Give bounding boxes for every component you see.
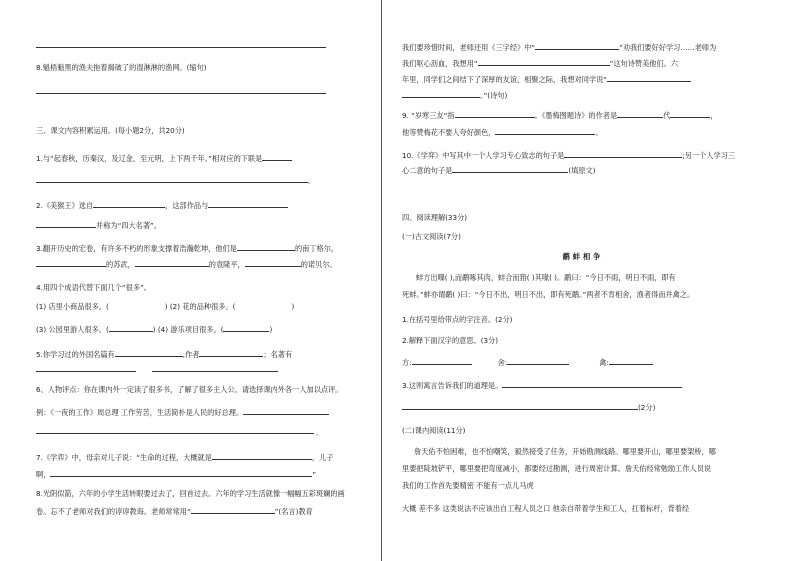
q9-text: 他等赞梅花不要人夸好颜色， bbox=[402, 128, 496, 137]
r-text: 我们要珍惜时间，老师还用《三字经》中“ bbox=[402, 43, 536, 52]
column-divider bbox=[381, 0, 382, 561]
rq1: 1.在括号里给带点的字注音。(2分) bbox=[402, 315, 513, 324]
q4-option: ) (2) 花的品种很多。( bbox=[164, 302, 236, 311]
q5-text: ,作者 bbox=[182, 350, 200, 359]
q3-text: 的南丁格尔， bbox=[294, 244, 339, 253]
story-title: 鹬蚌相争 bbox=[562, 252, 604, 261]
q1-blank[interactable] bbox=[262, 153, 292, 161]
q2-line2 bbox=[36, 220, 161, 230]
r-text: ”这句诗赞美他们。六 bbox=[609, 59, 679, 68]
q7-text: 啊， bbox=[36, 470, 51, 479]
q6-end: 。 bbox=[316, 428, 324, 437]
q1-line2 bbox=[36, 175, 315, 185]
q10-text: 10.《学弈》中写其中一个人学习专心致志的句子是 bbox=[402, 151, 565, 160]
rq2-blank-1[interactable] bbox=[412, 357, 472, 365]
q7-blank-1[interactable] bbox=[212, 452, 312, 460]
section4-heading: 四、阅读理解(33分) bbox=[402, 213, 468, 222]
q1-blank-2[interactable] bbox=[36, 175, 308, 183]
q3-blank-3[interactable] bbox=[135, 259, 209, 267]
rq2-label: 方: bbox=[402, 358, 412, 367]
rq3-line2 bbox=[402, 402, 655, 412]
r-line2 bbox=[402, 58, 678, 68]
q2-text: 2.《美猴王》选自 bbox=[36, 201, 94, 210]
q5-text: 5.你学习过的外国名篇有 bbox=[36, 350, 115, 359]
q4-options-2 bbox=[36, 324, 272, 334]
r-text: 。”(诗句) bbox=[480, 91, 508, 100]
answer-line bbox=[36, 93, 326, 94]
q10-text: (填原文) bbox=[568, 166, 596, 175]
right-column bbox=[402, 0, 764, 561]
r-blank-3[interactable] bbox=[607, 74, 691, 82]
r-line3 bbox=[402, 74, 691, 84]
q9-blank-2[interactable] bbox=[617, 110, 663, 118]
rq2-label: 禽: bbox=[599, 358, 609, 367]
q10-blank-1[interactable] bbox=[564, 150, 682, 158]
q2-text: ，这部作品与 bbox=[165, 201, 209, 210]
sub1-heading: (一)古文阅读(7分) bbox=[402, 232, 461, 241]
q4-option: (3) 公园里游人很多。( bbox=[36, 325, 109, 334]
q4-blank-3[interactable] bbox=[109, 324, 153, 332]
q3-blank-2[interactable] bbox=[36, 259, 106, 267]
q8b-text: ”(名言)教育 bbox=[274, 507, 313, 516]
q6-example-text: 例：《一夜的工作》周总理 工作劳苦，生活简朴是人民的好总理。 bbox=[36, 408, 244, 417]
q2-blank-3[interactable] bbox=[36, 220, 96, 228]
q5-blank-1[interactable] bbox=[115, 349, 183, 357]
q3-blank-1[interactable] bbox=[237, 243, 295, 251]
rq2-answers bbox=[402, 357, 653, 367]
q7-blank-2[interactable] bbox=[50, 469, 312, 477]
q9-text: 。 bbox=[595, 128, 603, 137]
paren: ) bbox=[291, 302, 295, 311]
r-line4 bbox=[402, 90, 507, 100]
q9-text: 代 bbox=[663, 111, 671, 120]
q9-line2 bbox=[402, 127, 603, 137]
rq3-score: (2分) bbox=[638, 403, 656, 412]
para-line3: 我们的工作首先要精密 不能有一点儿马虎 bbox=[402, 481, 534, 490]
q10-line2 bbox=[402, 165, 596, 175]
q1 bbox=[36, 153, 292, 163]
q5 bbox=[36, 349, 292, 359]
q4-option: (1) 店里小商品很多。( bbox=[36, 302, 109, 311]
q8b-blank[interactable] bbox=[191, 506, 275, 514]
q8-label: 8.魁梧魁黑的渔夫拖着揭破了的湿淋淋的渔网。(缩句) bbox=[36, 63, 207, 72]
rq3 bbox=[402, 380, 682, 390]
q3-text: 的诺贝尔。 bbox=[300, 260, 337, 269]
q7-line2 bbox=[36, 469, 316, 479]
q6: 6、人物评点：你在课内外一定读了很多书，了解了很多主人公。请选择课内外各一人加以点评。 bbox=[36, 385, 343, 394]
q5-text: ；名著有 bbox=[263, 350, 293, 359]
answer-line bbox=[36, 433, 314, 434]
q3-blank-4[interactable] bbox=[245, 259, 301, 267]
q7-text: 7.《学弈》中，母亲对儿子说：“生命的过程，大概就是 bbox=[36, 453, 212, 462]
q2-blank-1[interactable] bbox=[93, 200, 165, 208]
q7 bbox=[36, 452, 333, 462]
q6-example bbox=[36, 407, 329, 417]
para-line2: 里要把陡坡铲平，哪里要把弯度减小，都要经过勘测，进行周密计算。詹天佑经常勉励工作人员说 bbox=[402, 464, 712, 473]
answer-line bbox=[36, 371, 136, 372]
q5-blank-2[interactable] bbox=[199, 349, 263, 357]
q7-text: ” bbox=[312, 470, 317, 479]
q10-blank-2[interactable] bbox=[452, 165, 568, 173]
q1-text: 1.与“起春秋，历秦汉，及辽金，至元明，上下两千年。”相对应的下联是 bbox=[36, 154, 263, 163]
q4-options-1 bbox=[36, 302, 294, 311]
q2 bbox=[36, 200, 288, 210]
story-line1: 蚌方出曝( ),而鹬啄其肉，蚌合而箝( )其喙( )。鹬曰：“今日不雨，明日不雨，即有 bbox=[416, 273, 676, 282]
q8b-text: 卷。忘不了老师对我们的谆谆教诲。老师常常用“ bbox=[36, 507, 191, 516]
q3-text: 3.翻开历史的宏卷，有许多不朽的形象支撑着浩瀚乾坤，他们是 bbox=[36, 244, 237, 253]
sub2-heading: (二)课内阅读(11分) bbox=[402, 426, 466, 435]
paren: ) bbox=[269, 325, 273, 334]
q2-text: 并称为“四大名著”。 bbox=[96, 221, 161, 230]
rq2-label: 舍: bbox=[497, 358, 508, 367]
q8b-line1: 8.光阴似箭，六年的小学生活转眼要过去了，回首过去。六年的学习生活就像一幅幅五彩斑斓的画 bbox=[36, 489, 345, 498]
q10 bbox=[402, 150, 735, 160]
rq2-blank-2[interactable] bbox=[507, 357, 569, 365]
q1-end: 。 bbox=[308, 176, 316, 185]
q9-blank-4[interactable] bbox=[495, 127, 595, 135]
q3-line2 bbox=[36, 259, 337, 269]
para-line1: 詹天佑不怕困难，也不怕嘲笑，毅然接受了任务，开始勘测线路。哪里要开山，哪里要架桥，哪 bbox=[414, 447, 716, 456]
q7-text: ，儿子 bbox=[311, 453, 334, 462]
section3-heading: 三、课文内容积累运用。(每小题2分，共20分) bbox=[36, 126, 185, 135]
q4: 4.用四个成语代替下面几个“很多”。 bbox=[36, 283, 151, 292]
q10-text: 心二意的句子是 bbox=[402, 166, 453, 175]
q10-text: ;另一个人学习三 bbox=[682, 151, 736, 160]
q3-text: 的袁隆平， bbox=[208, 260, 245, 269]
story-line2: 死蚌。”蚌亦谓鹬( )曰：“今日不出，明日不出，即有死鹬。”两者不肯相舍，渔者得而并禽之。 bbox=[402, 290, 695, 299]
q3 bbox=[36, 243, 338, 253]
rq3-blank-2[interactable] bbox=[402, 402, 638, 410]
q4-blank-4[interactable] bbox=[223, 324, 269, 332]
para-line4: 大概 差不多 这类说法不应该出自工程人员之口 他亲自带着学生和工人，扛着标杆，背着经 bbox=[402, 504, 690, 513]
rq2-blank-3[interactable] bbox=[609, 357, 653, 365]
r-blank-4[interactable] bbox=[402, 90, 480, 98]
q9 bbox=[402, 110, 718, 120]
r-text: 我们呕心沥血，我想用“ bbox=[402, 59, 478, 68]
q9-blank-1[interactable] bbox=[455, 110, 535, 118]
r-blank-1[interactable] bbox=[535, 42, 619, 50]
q4-option: ) (4) 游乐项目很多。( bbox=[152, 325, 224, 334]
r-text: ”劝我们要好好学习……老师为 bbox=[619, 43, 717, 52]
q9-blank-3[interactable] bbox=[670, 110, 710, 118]
rq3-text: 3.这则寓言告诉我们的道理是。 bbox=[402, 381, 503, 390]
q9-text: ， bbox=[710, 111, 718, 120]
r-blank-2[interactable] bbox=[478, 58, 610, 66]
q2-blank-2[interactable] bbox=[208, 200, 288, 208]
answer-line bbox=[152, 371, 278, 372]
rq3-blank-1[interactable] bbox=[502, 380, 682, 388]
answer-line bbox=[36, 47, 326, 48]
rq2: 2.解释下面汉字的意思。(3分) bbox=[402, 336, 499, 345]
r-line1 bbox=[402, 42, 716, 52]
q9-text: 9. “岁寒三友”指 bbox=[402, 111, 455, 120]
q8b-line2 bbox=[36, 506, 313, 516]
q3-text: 的苏武， bbox=[106, 260, 135, 269]
q6-blank-1[interactable] bbox=[243, 407, 329, 415]
left-column bbox=[36, 0, 345, 561]
q9-text: 。《墨梅图题诗》的作者是 bbox=[534, 111, 618, 120]
r-text: 年里，同学们之间结下了深厚的友谊，相聚之际，我想对同学说“ bbox=[402, 75, 607, 84]
